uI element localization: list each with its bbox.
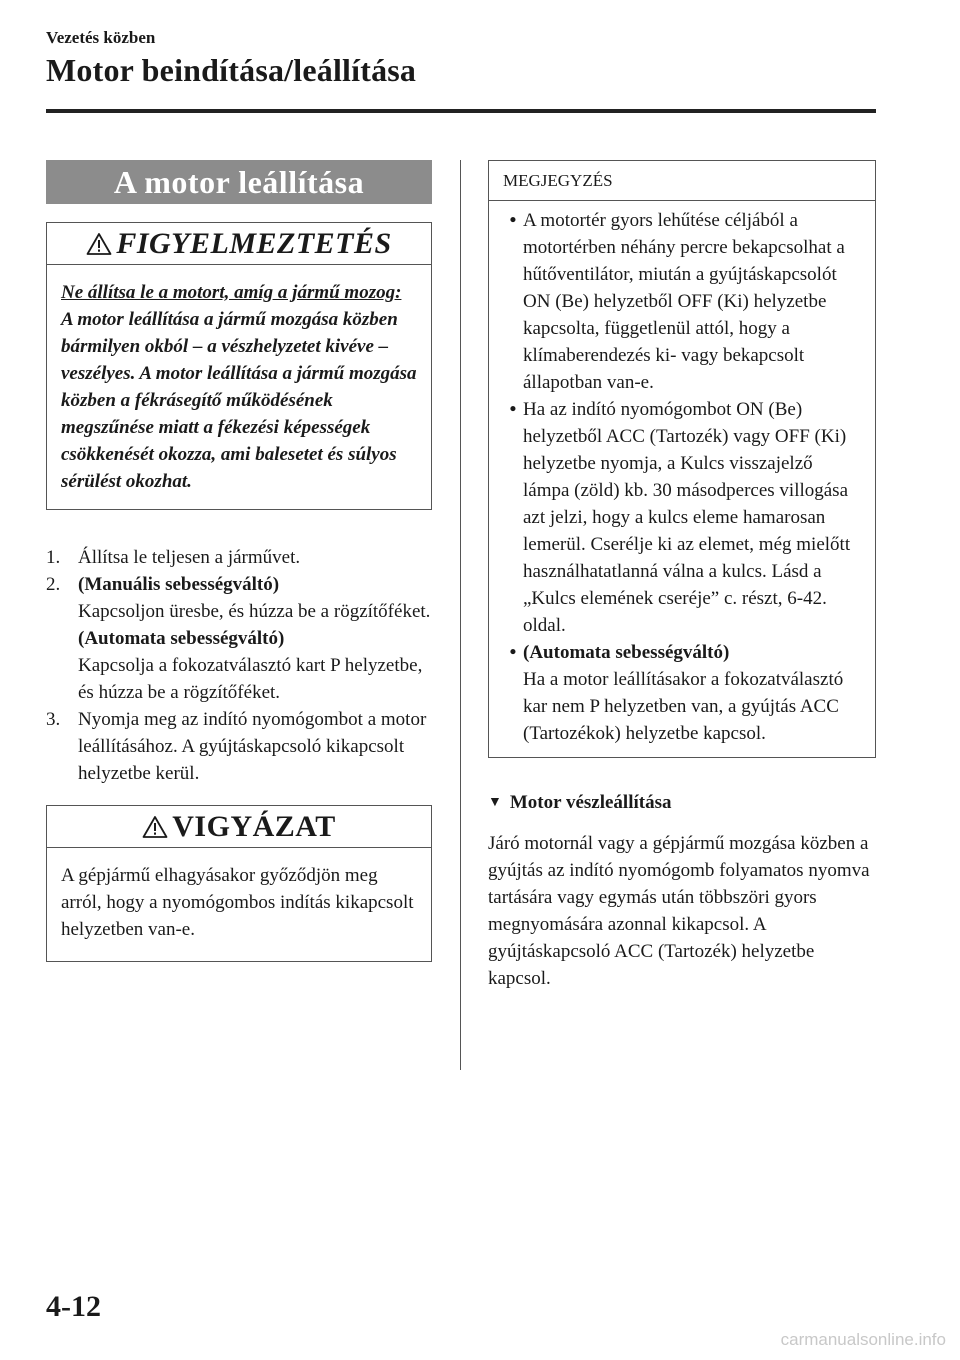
step-number: 3. [46,709,61,730]
note-item [503,639,861,747]
caution-text: A gépjármű elhagyásakor győződjön meg arról, hogy a nyomógombos indítás kikapcsolt helyzetben van-e. [61,865,414,940]
warning-triangle-icon [142,815,168,839]
note-item-text: A motortér gyors lehűtése céljából a motortérben néhány percre bekapcsolhat a hűtőventilátor, miután a gyújtáskapcsolót ON (Be) helyzetből OFF (Ki) helyzetbe kapcsolta, függetlenül attól, hogy a klímaberendezés ki- vagy bekapcsolt állapotban van-e. [523,210,845,393]
caution-title: VIGYÁZAT [172,809,336,843]
warning-body [47,265,431,509]
steps-list [46,544,432,787]
subsection-title: Motor vészleállítása [509,792,672,813]
manual-transmission-text: Kapcsoljon üresbe, és húzza be a rögzítőféket. [78,601,431,622]
section-banner: A motor leállítása [46,160,432,204]
manual-transmission-label: (Manuális sebességváltó) [78,574,280,595]
page-number: 4-12 [46,1290,101,1323]
caution-header [47,806,431,848]
note-item-text: Ha az indító nyomógombot ON (Be) helyzetből ACC (Tartozék) vagy OFF (Ki) helyzetbe nyomja, a Kulcs visszajelző lámpa (zöld) kb. 30 másodperces villogása azt jelzi, hogy a kulcs eleme hamarosan lemerül. Cserélje ki az elemet, még mielőtt használhatatlanná válna a kulcs. Lásd a „Kulcs elemének cseréje” c. részt, 6-42. oldal. [523,399,851,636]
page-title: Motor beindítása/leállítása [46,52,417,88]
left-column [46,160,432,962]
warning-text: A motor leállítása a jármű mozgása közben bármilyen okból – a vészhelyzetet kivéve – veszélyes. A motor leállítása a jármű mozgása közben a fékrásegítő működésének megszűnése miatt a fékezési képességek csökkenését okozza, ami balesetet és súlyos sérülést okozhat. [61,309,417,492]
bullet-icon: • [509,642,517,663]
warning-lead: Ne állítsa le a motort, amíg a jármű mozog: [61,282,402,303]
column-divider [460,160,461,1070]
automatic-transmission-label: (Automata sebességváltó) [78,628,285,649]
warning-box [46,222,432,510]
step-text: Állítsa le teljesen a járművet. [78,547,301,568]
note-item [503,396,861,639]
bullet-icon: • [509,399,517,420]
warning-header [47,223,431,265]
step-3 [46,706,432,787]
step-text: Nyomja meg az indító nyomógombot a motor leállításához. A gyújtáskapcsoló kikapcsolt helyzetbe kerül. [78,709,427,784]
note-title: MEGJEGYZÉS [489,161,875,201]
note-item-label: (Automata sebességváltó) [523,642,730,663]
triangle-down-icon: ▼ [488,795,502,810]
note-item-text: Ha a motor leállításakor a fokozatválasztó kar nem P helyzetben van, a gyújtás ACC (Tartozékok) helyzetbe kapcsol. [523,669,844,744]
right-column [488,160,876,992]
subsection-heading [488,792,876,814]
step-1 [46,544,432,571]
note-item [503,207,861,396]
step-2 [46,571,432,706]
automatic-transmission-text: Kapcsolja a fokozatválasztó kart P helyzetbe, és húzza be a rögzítőféket. [78,655,423,703]
bullet-icon: • [509,210,517,231]
watermark: carmanualsonline.info [780,1330,946,1349]
caution-box [46,805,432,962]
note-box [488,160,876,758]
subsection-text: Járó motornál vagy a gépjármű mozgása közben a gyújtás az indító nyomógomb folyamatos nyomva tartására vagy egymás után többszöri gyors megnyomására azonnal kikapcsol. A gyújtáskapcsoló ACC (Tartozék) helyzetbe kapcsol. [488,833,870,989]
header-rule [46,109,876,113]
step-number: 2. [46,574,61,595]
section-name: Vezetés közben [46,28,156,47]
step-number: 1. [46,547,61,568]
page-header [46,28,876,89]
warning-title: FIGYELMEZTETÉS [116,226,392,260]
warning-triangle-icon [86,232,112,256]
note-body [489,201,875,757]
